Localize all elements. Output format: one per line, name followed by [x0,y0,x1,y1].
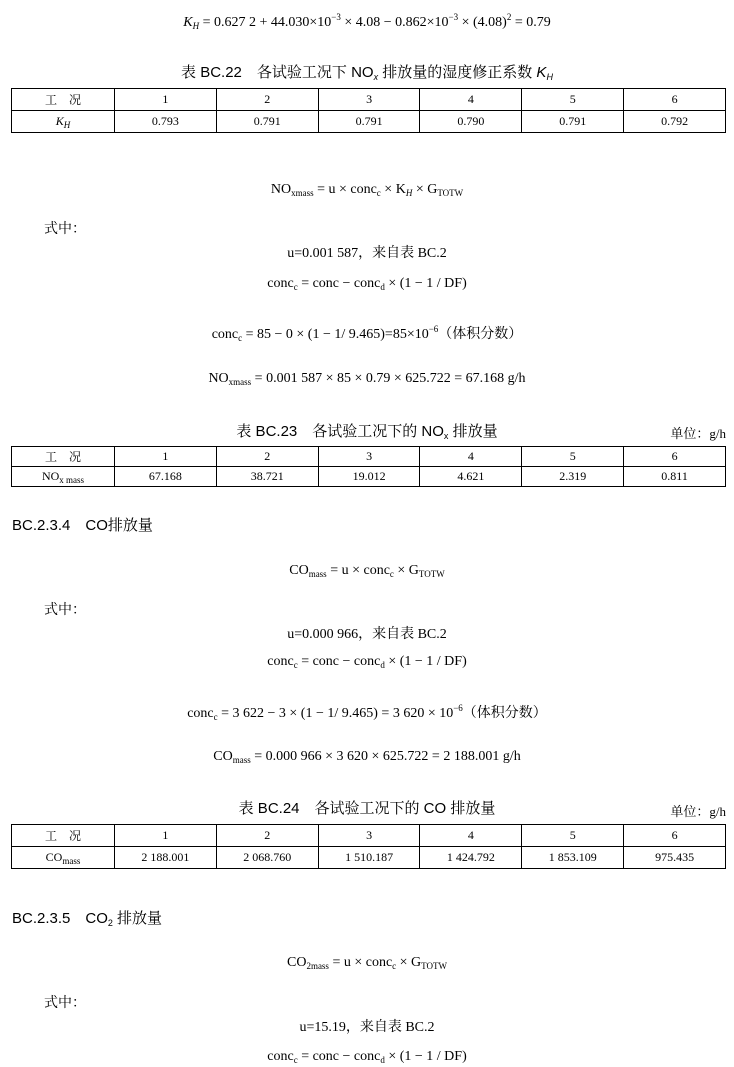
table22-caption: 表 BC.22 各试验工况下 $NO_x$ 排放量的湿度修正系数 $K_H$ [181,64,553,82]
co2-section-heading: BC.2.3.5 $CO_2$ 排放量 [12,910,163,928]
co-result: $CO_{mass} = 0.000$ 966 × 3 620 × 625.722 = 2 188.001 g/h [213,749,521,765]
co2-shizhong: 式中： [44,996,86,1011]
table-header-row [12,89,726,111]
table-row [12,111,726,133]
nox-concc-definition: conc$_c$ = conc − conc$_d$ × (1 − 1 / DF) [267,276,467,292]
row-label: $CO_{mass}$ [12,847,115,869]
table-cell: 19.012 [318,467,420,487]
table-cell: 38.721 [216,467,318,487]
table23 [11,446,726,487]
table-cell: 0.791 [522,111,624,133]
column-header: 6 [624,825,726,847]
row-label: $NO_{x mass}$ [12,467,115,487]
table-header-row [12,825,726,847]
table-cell: 0.811 [624,467,726,487]
nox-u-line: u=0.001 587，来自表 BC.2 [287,246,447,261]
table23-unit: 单位：g/h [670,426,726,441]
co-u-line: u=0.000 966，来自表 BC.2 [287,627,447,642]
co-concc-calculation: conc$_c$ = 3 622 − 3 × (1 − 1/ 9.465) = 3 $620 \times 10^{-6}$（体积分数） [187,703,547,722]
co2-formula: $CO_{2mass} = u$ × conc$_c$ × $G_{TOTW}$ [286,955,447,971]
header-label: 工 况 [12,89,115,111]
co2-concc-definition: conc$_c$ = conc − conc$_d$ × (1 − 1 / DF) [267,1049,467,1065]
column-header: 2 [216,825,318,847]
column-header: 1 [115,447,217,467]
kh-formula: $K_H = 0.627$ $2 + 44.030\times 10^{-3} \times 4.08 - 0.862\times 10^{-3} \times (4.08)^2 = 0.79$ [183,12,551,31]
table22 [11,88,726,133]
co-formula: $CO_{mass} = u$ × conc$_c$ × $G_{TOTW}$ [289,563,445,579]
column-header: 2 [216,89,318,111]
nox-formula: $NO_{xmass} = u$ × conc$_c$ × $K_H \times G_{TOTW}$ [270,182,464,198]
table-cell: 975.435 [624,847,726,869]
table-cell: 2 188.001 [115,847,217,869]
table-cell: 1 424.792 [420,847,522,869]
table-cell: 2.319 [522,467,624,487]
column-header: 4 [420,447,522,467]
column-header: 3 [318,89,420,111]
nox-shizhong: 式中： [44,222,86,237]
column-header: 1 [115,89,217,111]
table-row [12,847,726,869]
column-header: 3 [318,825,420,847]
table-cell: 1 853.109 [522,847,624,869]
row-label: $K_H$ [12,111,115,133]
column-header: 3 [318,447,420,467]
table24-unit: 单位：g/h [670,804,726,819]
column-header: 5 [522,89,624,111]
column-header: 4 [420,89,522,111]
table-cell: 0.790 [420,111,522,133]
header-label: 工 况 [12,447,115,467]
co-shizhong: 式中： [44,603,86,618]
table-cell: 0.791 [318,111,420,133]
table24 [11,824,726,869]
table23-caption: 表 BC.23 各试验工况下的 $NO_x$ 排放量 [236,423,498,441]
table-cell: 0.791 [216,111,318,133]
column-header: 5 [522,447,624,467]
table-cell: 0.792 [624,111,726,133]
table-cell: 2 068.760 [216,847,318,869]
column-header: 2 [216,447,318,467]
co-concc-definition: conc$_c$ = conc − conc$_d$ × (1 − 1 / DF) [267,654,467,670]
table-cell: 4.621 [420,467,522,487]
table-row [12,467,726,487]
table-cell: 0.793 [115,111,217,133]
column-header: 6 [624,447,726,467]
co-section-heading: BC.2.3.4 CO排放量 [12,517,153,534]
table-cell: 67.168 [115,467,217,487]
nox-result: $NO_{xmass} = 0.001$ 587 × 85 × 0.79 × 625.722 = 67.168 g/h [208,371,526,387]
table24-caption: 表 BC.24 各试验工况下的 CO 排放量 [238,800,496,817]
table-header-row [12,447,726,467]
column-header: 4 [420,825,522,847]
nox-concc-calculation: conc$_c$ = 85 − 0 × (1 − 1/ $9.465)=85\times 10^{-6}$（体积分数） [211,324,523,343]
column-header: 5 [522,825,624,847]
table-cell: 1 510.187 [318,847,420,869]
column-header: 1 [115,825,217,847]
header-label: 工 况 [12,825,115,847]
co2-u-line: u=15.19，来自表 BC.2 [299,1020,435,1035]
column-header: 6 [624,89,726,111]
